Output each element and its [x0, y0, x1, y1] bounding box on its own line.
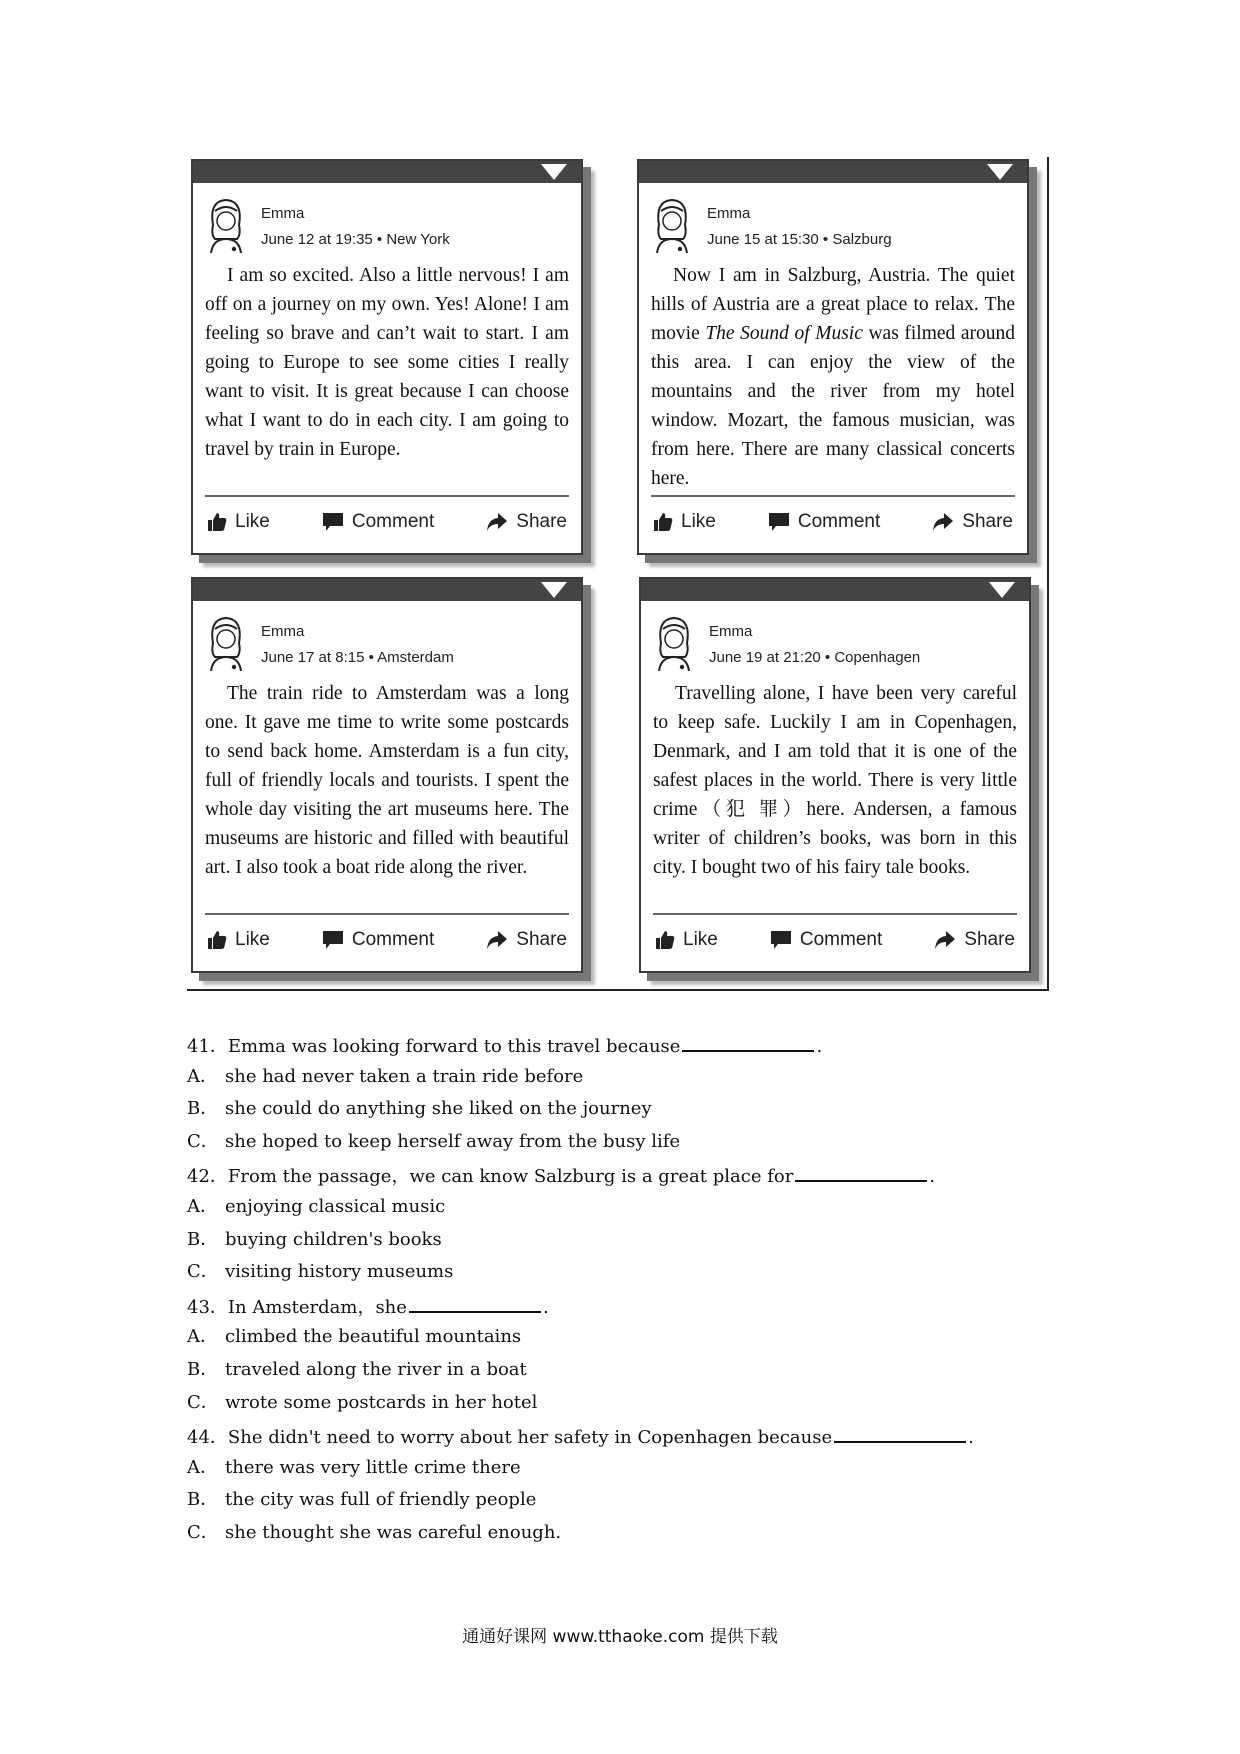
avatar-girl-icon: [649, 195, 695, 255]
option-letter: C．: [187, 1130, 219, 1152]
like-button[interactable]: [655, 929, 718, 951]
question-end: .: [816, 1036, 823, 1057]
movie-title: The Sound of Music: [705, 323, 863, 344]
like-button[interactable]: [207, 929, 270, 951]
avatar-girl-icon: [203, 613, 249, 673]
post-text: I am so excited. Also a little nervous! I am off on a journey on my own. Yes! Alone! I am feeling so brave and can’t wait to start. I am going to Europe to see some cities I really want to visit. It is great because I can choose what I want to do in each city. I am going to travel by train in Europe.: [205, 265, 569, 460]
post-salzburg: [637, 159, 1029, 555]
author-name[interactable]: Emma: [261, 205, 305, 222]
like-label: Like: [235, 929, 270, 950]
question-end: .: [542, 1296, 549, 1318]
like-label: Like: [683, 929, 718, 950]
option-text: climbed the beautiful mountains: [225, 1326, 522, 1348]
share-arrow-icon: [486, 930, 508, 950]
divider: [205, 913, 569, 915]
thumbs-up-icon: [655, 930, 675, 950]
option-letter: B．: [187, 1358, 219, 1380]
option: [187, 1224, 1047, 1257]
post-timestamp-location: June 17 at 8:15 • Amsterdam: [261, 649, 454, 666]
post-text: [651, 261, 1015, 497]
dropdown-triangle-icon[interactable]: [989, 582, 1015, 598]
question-list: [187, 1028, 1047, 1550]
question-text: 43．In Amsterdam，she: [187, 1296, 407, 1318]
option-letter: A．: [187, 1456, 218, 1478]
post-header-bar: [639, 161, 1027, 183]
share-button[interactable]: [486, 511, 567, 533]
post-text: The train ride to Amsterdam was a long one. It gave me time to write some postcards to send back home. Amsterdam is a fun city, full of friendly locals and tourists. I spent the whole day visiting the art museums here. The museums are historic and filled with beautiful art. I also took a boat ride along the river.: [205, 683, 569, 878]
thumbs-up-icon: [653, 512, 673, 532]
author-name[interactable]: Emma: [709, 623, 753, 640]
question-text: 44．She didn't need to worry about her safety in Copenhagen because: [187, 1427, 833, 1449]
option-text: she hoped to keep herself away from the busy life: [225, 1130, 681, 1152]
share-arrow-icon: [932, 512, 954, 532]
option-text: wrote some postcards in her hotel: [225, 1391, 538, 1413]
answer-blank: [834, 1419, 966, 1443]
option: [187, 1256, 1047, 1289]
post-text-part: was filmed around this area. I can enjoy the view of the mountains and the river from my hotel window. Mozart, the famous musician, was from here. There are many classical concerts here.: [651, 323, 1015, 489]
share-button[interactable]: [486, 929, 567, 951]
option: [187, 1061, 1047, 1094]
option: [187, 1093, 1047, 1126]
option: [187, 1484, 1047, 1517]
avatar-girl-icon: [651, 613, 697, 673]
option-letter: B．: [187, 1228, 219, 1250]
comment-label: Comment: [797, 511, 881, 532]
option: [187, 1321, 1047, 1354]
share-label: Share: [964, 929, 1015, 950]
share-label: Share: [962, 511, 1013, 532]
share-label: Share: [516, 511, 567, 532]
post-copenhagen: [639, 577, 1031, 973]
post-text-part: Now I am in Salzburg, Austria. The quiet hills of Austria are a great place to relax. The movie: [651, 265, 1015, 344]
question-text: 41．Emma was looking forward to this travel because: [187, 1036, 681, 1057]
question-end: .: [929, 1166, 936, 1188]
option-text: traveled along the river in a boat: [225, 1358, 527, 1380]
comment-label: Comment: [351, 929, 435, 950]
author-name[interactable]: Emma: [707, 205, 751, 222]
share-label: Share: [516, 929, 567, 950]
post-amsterdam: [191, 577, 583, 973]
post-actions: [655, 925, 1015, 955]
option-text: enjoying classical music: [225, 1195, 446, 1217]
like-label: Like: [235, 511, 270, 532]
option-text: she thought she was careful enough.: [225, 1521, 562, 1543]
post-new-york: [191, 159, 583, 555]
comment-button[interactable]: [770, 929, 882, 951]
like-label: Like: [681, 511, 716, 532]
author-name[interactable]: Emma: [261, 623, 305, 640]
option-letter: A．: [187, 1195, 218, 1217]
option: [187, 1126, 1047, 1159]
option-letter: C．: [187, 1261, 219, 1283]
option-text: the city was full of friendly people: [225, 1489, 537, 1511]
share-button[interactable]: [934, 929, 1015, 951]
post-timestamp-location: June 12 at 19:35 • New York: [261, 231, 450, 248]
comment-label: Comment: [351, 511, 435, 532]
post-actions: [207, 925, 567, 955]
like-button[interactable]: [653, 511, 716, 533]
option-text: there was very little crime there: [225, 1456, 521, 1478]
footer-watermark: 通通好课网 www.tthaoke.com 提供下载: [462, 1627, 778, 1647]
share-arrow-icon: [934, 930, 956, 950]
comment-bubble-icon: [770, 930, 792, 950]
thumbs-up-icon: [207, 930, 227, 950]
post-header-bar: [193, 161, 581, 183]
comment-button[interactable]: [322, 511, 434, 533]
option-letter: A．: [187, 1065, 218, 1087]
question-end: .: [968, 1427, 974, 1449]
option-letter: B．: [187, 1098, 219, 1120]
answer-blank: [409, 1289, 541, 1313]
divider: [205, 495, 569, 497]
option: [187, 1517, 1047, 1550]
avatar-girl-icon: [203, 195, 249, 255]
option-text: she had never taken a train ride before: [225, 1065, 584, 1087]
question-text: 42．From the passage，we can know Salzburg is a great place for: [187, 1166, 794, 1188]
answer-blank: [795, 1158, 927, 1182]
question-stem: [187, 1158, 1047, 1191]
option: [187, 1191, 1047, 1224]
option: [187, 1452, 1047, 1485]
option-letter: B．: [187, 1489, 219, 1511]
option-letter: C．: [187, 1521, 219, 1543]
option-letter: C．: [187, 1391, 219, 1413]
question-stem: [187, 1028, 1047, 1061]
share-arrow-icon: [486, 512, 508, 532]
option: [187, 1354, 1047, 1387]
post-timestamp-location: June 19 at 21:20 • Copenhagen: [709, 649, 921, 666]
question-stem: [187, 1419, 1047, 1452]
dropdown-triangle-icon[interactable]: [541, 582, 567, 598]
dropdown-triangle-icon[interactable]: [541, 164, 567, 180]
post-header-bar: [193, 579, 581, 601]
option-letter: A．: [187, 1326, 218, 1348]
post-header-bar: [641, 579, 1029, 601]
option-text: buying children's books: [225, 1228, 442, 1250]
option-text: she could do anything she liked on the journey: [225, 1098, 652, 1120]
comment-bubble-icon: [768, 512, 790, 532]
comment-button[interactable]: [768, 511, 880, 533]
comment-button[interactable]: [322, 929, 434, 951]
option: [187, 1387, 1047, 1420]
answer-blank: [682, 1028, 814, 1052]
comment-label: Comment: [799, 929, 883, 950]
option-text: visiting history museums: [225, 1261, 454, 1283]
comment-bubble-icon: [322, 512, 344, 532]
like-button[interactable]: [207, 511, 270, 533]
post-text: Travelling alone, I have been very careful to keep safe. Luckily I am in Copenhagen, Denmark, and I am told that it is one of the safest places in the world. There is very little crime（犯 罪）here. Andersen, a famous writer of children’s books, was born in this city. I bought two of his fairy tale books.: [653, 683, 1017, 878]
post-actions: [207, 507, 567, 537]
thumbs-up-icon: [207, 512, 227, 532]
divider: [653, 913, 1017, 915]
dropdown-triangle-icon[interactable]: [987, 164, 1013, 180]
question-stem: [187, 1289, 1047, 1322]
share-button[interactable]: [932, 511, 1013, 533]
divider: [651, 495, 1015, 497]
social-posts-figure: [187, 157, 1049, 991]
post-actions: [653, 507, 1013, 537]
post-timestamp-location: June 15 at 15:30 • Salzburg: [707, 231, 892, 248]
comment-bubble-icon: [322, 930, 344, 950]
